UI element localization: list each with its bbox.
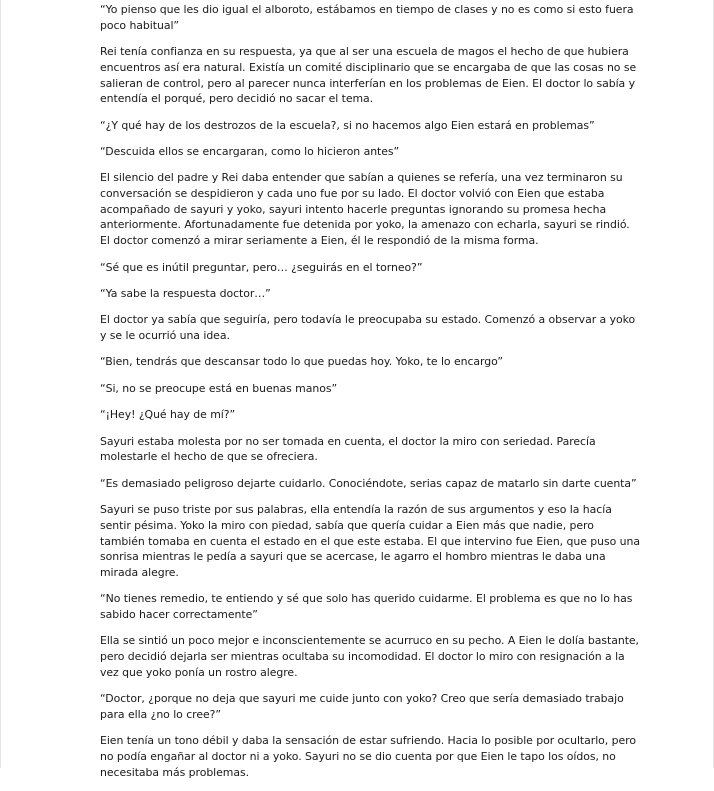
paragraph: Eien tenía un tono débil y daba la sensación de estar sufriendo. Hacia lo posible por ocultarlo, pero no podía engañar al doctor ni a yoko. Sayuri no se dio cuenta por que Eien le tapo los oídos, no necesitaba más problemas. [100,734,636,779]
paragraph: “Bien, tendrás que descansar todo lo que puedas hoy. Yoko, te lo encargo” [100,355,503,369]
document-body [100,2,640,791]
paragraph: “¡Hey! ¿Qué hay de mí?” [100,408,236,422]
paragraph: “Es demasiado peligroso dejarte cuidarlo. Conociéndote, serias capaz de matarlo sin darte cuenta” [100,476,637,490]
paragraph: “¿Y qué hay de los destrozos de la escuela?, si no hacemos algo Eien estará en problemas” [100,118,595,132]
paragraph: El doctor ya sabía que seguiría, pero todavía le preocupaba su estado. Comenzó a observar a yoko y se le ocurrió una idea. [100,313,636,343]
paragraph: “Sé que es inútil preguntar, pero… ¿seguirás en el torneo?” [100,260,423,274]
paragraph: “Ya sabe la respuesta doctor…” [100,286,271,300]
paragraph: Sayuri estaba molesta por no ser tomada en cuenta, el doctor la miro con seriedad. Parecía molestarle el hecho de que se ofreciera. [100,434,596,464]
paragraph: Ella se sintió un poco mejor e inconscientemente se acurruco en su pecho. A Eien le dolía bastante, pero decidió dejarla ser mientras ocultaba su incomodidad. El doctor lo miro con resignación a la vez que yoko ponía un rostro alegre. [100,634,639,679]
paragraph: El silencio del padre y Rei daba entender que sabían a quienes se refería, una vez terminaron su conversación se despidieron y cada uno fue por su lado. El doctor volvió con Eien que estaba acompañado de sayuri y yoko, sayuri intento hacerle preguntas ignorando su promesa hecha anteriormente. Afortunadamente fue detenida por yoko, la amenazo con echarla, sayuri se rindió. El doctor comenzó a mirar seriamente a Eien, él le respondió de la misma forma. [100,171,630,248]
paragraph: Sayuri se puso triste por sus palabras, ella entendía la razón de sus argumentos y eso la hacía sentir pésima. Yoko la miro con piedad, sabía que quería cuidar a Eien más que nadie, pero también tomaba en cuenta el estado en el que este estaba. El que intervino fue Eien, que puso una sonrisa mientras le pedía a sayuri que se acercase, le agarro el hombro mientras le daba una mirada alegre. [100,503,640,579]
paragraph: “No tienes remedio, te entiendo y sé que solo has querido cuidarme. El problema es que no lo has sabido hacer correctamente” [100,592,633,622]
paragraph: “Descuida ellos se encargaran, como lo hicieron antes” [100,144,400,158]
paragraph: “Si, no se preocupe está en buenas manos” [100,381,338,395]
paragraph: “Doctor, ¿porque no deja que sayuri me cuide junto con yoko? Creo que sería demasiado trabajo para ella ¿no lo cree?” [100,692,624,721]
paragraph: “Yo pienso que les dio igual el alboroto, estábamos en tiempo de clases y no es como si esto fuera poco habitual” [100,3,634,32]
paragraph: Rei tenía confianza en su respuesta, ya que al ser una escuela de magos el hecho de que hubiera encuentros así era natural. Existía un comité disciplinario que se encargaba de que las cosas no se salieran de control, pero al parecer nunca interferían en los problemas de Eien. El doctor lo sabía y entendía el porqué, pero decidió no sacar el tema. [100,45,637,106]
